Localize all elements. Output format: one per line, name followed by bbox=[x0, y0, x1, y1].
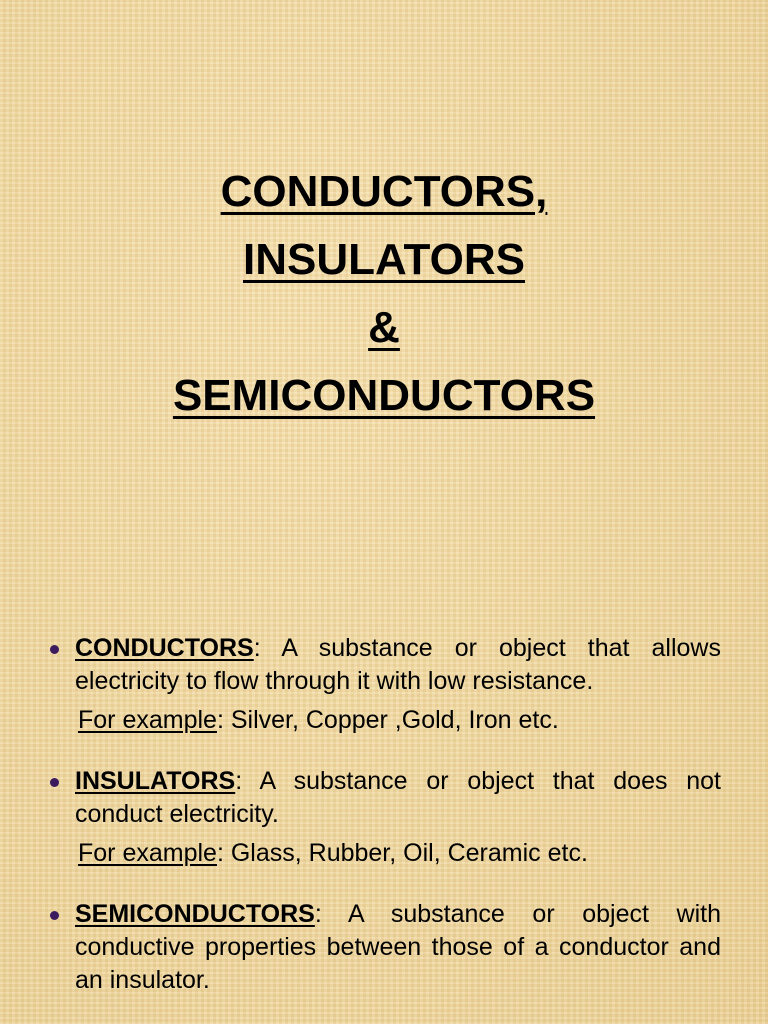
bullet-icon bbox=[50, 911, 59, 920]
title-line-2: INSULATORS bbox=[243, 235, 525, 284]
page-title bbox=[0, 158, 768, 430]
example-text: : Glass, Rubber, Oil, Ceramic etc. bbox=[216, 839, 588, 867]
term-conductors: CONDUCTORS bbox=[75, 634, 254, 662]
title-line-1: CONDUCTORS, bbox=[220, 167, 548, 216]
definition-conductors bbox=[75, 632, 721, 698]
list-item-semiconductors bbox=[75, 898, 721, 997]
example-conductors bbox=[78, 704, 721, 737]
title-line-3: & bbox=[368, 303, 400, 352]
definition-text: : A substance or object with conductive properties between those of a conductor and an insulator. bbox=[75, 900, 721, 994]
bullet-icon bbox=[50, 778, 59, 787]
definition-insulators bbox=[75, 765, 721, 831]
definition-text: : A substance or object that allows electricity to flow through it with low resistance. bbox=[75, 634, 721, 695]
list-item-insulators bbox=[75, 765, 721, 870]
list-item-conductors bbox=[75, 632, 721, 737]
example-label: For example bbox=[78, 706, 217, 734]
term-semiconductors: SEMICONDUCTORS bbox=[75, 900, 315, 928]
bullet-icon bbox=[50, 645, 59, 654]
example-insulators bbox=[78, 837, 721, 870]
definition-text: : A substance or object that does not conduct electricity. bbox=[75, 767, 721, 828]
bullet-list bbox=[0, 632, 768, 1024]
title-line-4: SEMICONDUCTORS bbox=[172, 371, 596, 420]
example-label: For example bbox=[78, 839, 217, 867]
example-text: : Silver, Copper ,Gold, Iron etc. bbox=[216, 706, 559, 734]
term-insulators: INSULATORS bbox=[75, 767, 236, 795]
definition-semiconductors bbox=[75, 898, 721, 997]
